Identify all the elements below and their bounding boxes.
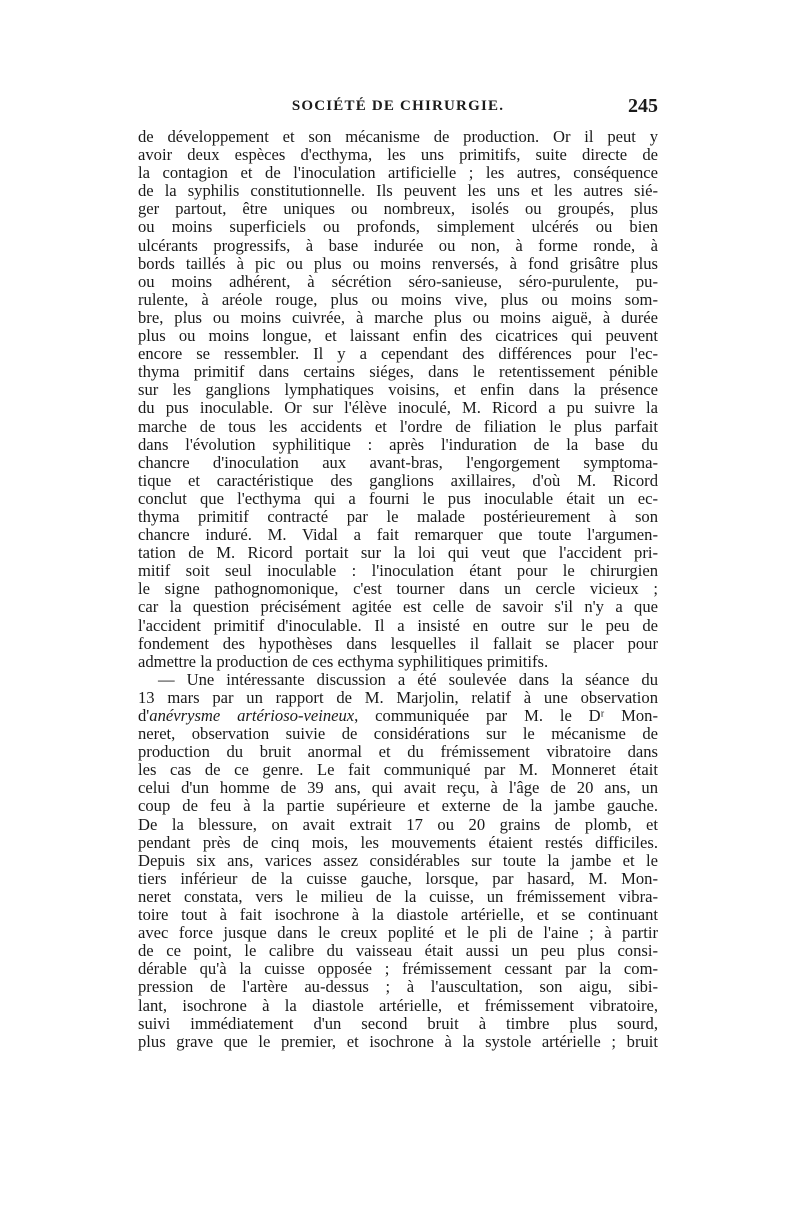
text-line: tation de M. Ricord portait sur la loi qui veut que l'accident pri- bbox=[138, 544, 658, 563]
text-line: rulente, à aréole rouge, plus ou moins vive, plus ou moins som- bbox=[138, 290, 658, 309]
text-line: plus grave que le premier, et isochrone à la systole artérielle ; bruit bbox=[138, 1032, 658, 1051]
text-line: neret, observation suivie de considérations sur le mécanisme de bbox=[138, 725, 658, 744]
text-line: la contagion et de l'inoculation artificielle ; les autres, conséquence bbox=[138, 164, 658, 183]
text-line: tiers inférieur de la cuisse gauche, lorsque, par hasard, M. Mon- bbox=[138, 869, 658, 888]
text-line: neret constata, vers le milieu de la cuisse, un frémissement vibra- bbox=[138, 887, 658, 906]
text-line: mitif soit seul inoculable : l'inoculation étant pour le chirurgien bbox=[138, 562, 658, 581]
text-line: car la question précisément agitée est celle de savoir s'il n'y a que bbox=[138, 598, 658, 617]
text-line: marche de tous les accidents et l'ordre de filiation le plus parfait bbox=[138, 417, 658, 436]
running-head bbox=[138, 95, 658, 124]
text-line: les cas de ce genre. Le fait communiqué par M. Monneret était bbox=[138, 761, 658, 780]
text-line: pendant près de cinq mois, les mouvements étaient restés difficiles. bbox=[138, 833, 658, 852]
text-line: ou moins superficiels ou profonds, simplement ulcérés ou bien bbox=[138, 218, 658, 237]
text-line: bre, plus ou moins cuivrée, à marche plus ou moins aiguë, à durée bbox=[138, 308, 658, 327]
text-line: conclut que l'ecthyma qui a fourni le pus inoculable était un ec- bbox=[138, 489, 658, 508]
body-text bbox=[138, 128, 658, 1051]
text-line: bords taillés à pic ou plus ou moins renversés, à fond grisâtre plus bbox=[138, 254, 658, 273]
text-line: ulcérants progressifs, à base indurée ou non, à forme ronde, à bbox=[138, 236, 658, 255]
text-line: coup de feu à la partie supérieure et externe de la jambe gauche. bbox=[138, 797, 658, 816]
text-line: De la blessure, on avait extrait 17 ou 20 grains de plomb, et bbox=[138, 815, 658, 834]
text-line: dérable qu'à la cuisse opposée ; frémissement cessant par la com- bbox=[138, 960, 658, 979]
italic-term: anévrysme artérioso-veineux bbox=[149, 707, 355, 725]
text-line: thyma primitif contracté par le malade postérieurement à son bbox=[138, 507, 658, 526]
text-line: production du bruit anormal et du frémissement vibratoire dans bbox=[138, 743, 658, 762]
text-line: l'accident primitif d'inoculable. Il a insisté en outre sur le peu de bbox=[138, 616, 658, 635]
text-line: ger partout, être uniques ou nombreux, isolés ou groupés, plus bbox=[138, 200, 658, 219]
text-line: chancre induré. M. Vidal a fait remarquer que toute l'argumen- bbox=[138, 526, 658, 545]
text-line: d'anévrysme artérioso-veineux, communiquée par M. le Dʳ Mon- bbox=[138, 707, 658, 725]
text-line: avoir deux espèces d'ecthyma, les uns primitifs, suite directe de bbox=[138, 146, 658, 165]
text-line: le signe pathognomonique, c'est tourner dans un cercle vicieux ; bbox=[138, 580, 658, 599]
text-line: avec force jusque dans le creux poplité et le pli de l'aine ; à partir bbox=[138, 924, 658, 943]
text-line: sur les ganglions lymphatiques voisins, et enfin dans la présence bbox=[138, 381, 658, 400]
text-line: tique et caractéristique des ganglions axillaires, d'où M. Ricord bbox=[138, 471, 658, 490]
text-line: de développement et son mécanisme de production. Or il peut y bbox=[138, 128, 658, 146]
text-line: lant, isochrone à la diastole artérielle, et frémissement vibratoire, bbox=[138, 996, 658, 1015]
running-title: SOCIÉTÉ DE CHIRURGIE. bbox=[291, 98, 505, 114]
text-line: 13 mars par un rapport de M. Marjolin, relatif à une observation bbox=[138, 688, 658, 707]
text-line: suivi immédiatement d'un second bruit à timbre plus sourd, bbox=[138, 1014, 658, 1033]
text-line: fondement des hypothèses dans lesquelles il fallait se placer pour bbox=[138, 634, 658, 653]
text-line: dans l'évolution syphilitique : après l'induration de la base du bbox=[138, 435, 658, 454]
text-line: Depuis six ans, varices assez considérables sur toute la jambe et le bbox=[138, 851, 658, 870]
text-line: thyma primitif dans certains siéges, dans le retentissement pénible bbox=[138, 363, 658, 382]
text-line: admettre la production de ces ecthyma syphilitiques primitifs. bbox=[138, 652, 549, 671]
text-line: pression de l'artère au-dessus ; à l'auscultation, son aigu, sibi- bbox=[138, 978, 658, 997]
text-line: plus ou moins longue, et laissant enfin des cicatrices qui peuvent bbox=[138, 327, 658, 346]
text-line: celui d'un homme de 39 ans, qui avait reçu, à l'âge de 20 ans, un bbox=[138, 779, 658, 798]
text-line: chancre d'inoculation aux avant-bras, l'engorgement symptoma- bbox=[138, 453, 658, 472]
page-number: 245 bbox=[628, 95, 658, 117]
text-line: ou moins adhérent, à sécrétion séro-sanieuse, séro-purulente, pu- bbox=[138, 272, 658, 291]
text-line: de ce point, le calibre du vaisseau était aussi un peu plus consi- bbox=[138, 942, 658, 961]
text-line: de la syphilis constitutionnelle. Ils peuvent les uns et les autres sié- bbox=[138, 182, 658, 201]
text-line: — Une intéressante discussion a été soulevée dans la séance du bbox=[158, 670, 658, 689]
text-line: encore se ressembler. Il y a cependant des différences pour l'ec- bbox=[138, 345, 658, 364]
text-line: toire tout à fait isochrone à la diastole artérielle, et se continuant bbox=[138, 906, 658, 925]
text-line: du pus inoculable. Or sur l'élève inoculé, M. Ricord a pu suivre la bbox=[138, 399, 658, 418]
